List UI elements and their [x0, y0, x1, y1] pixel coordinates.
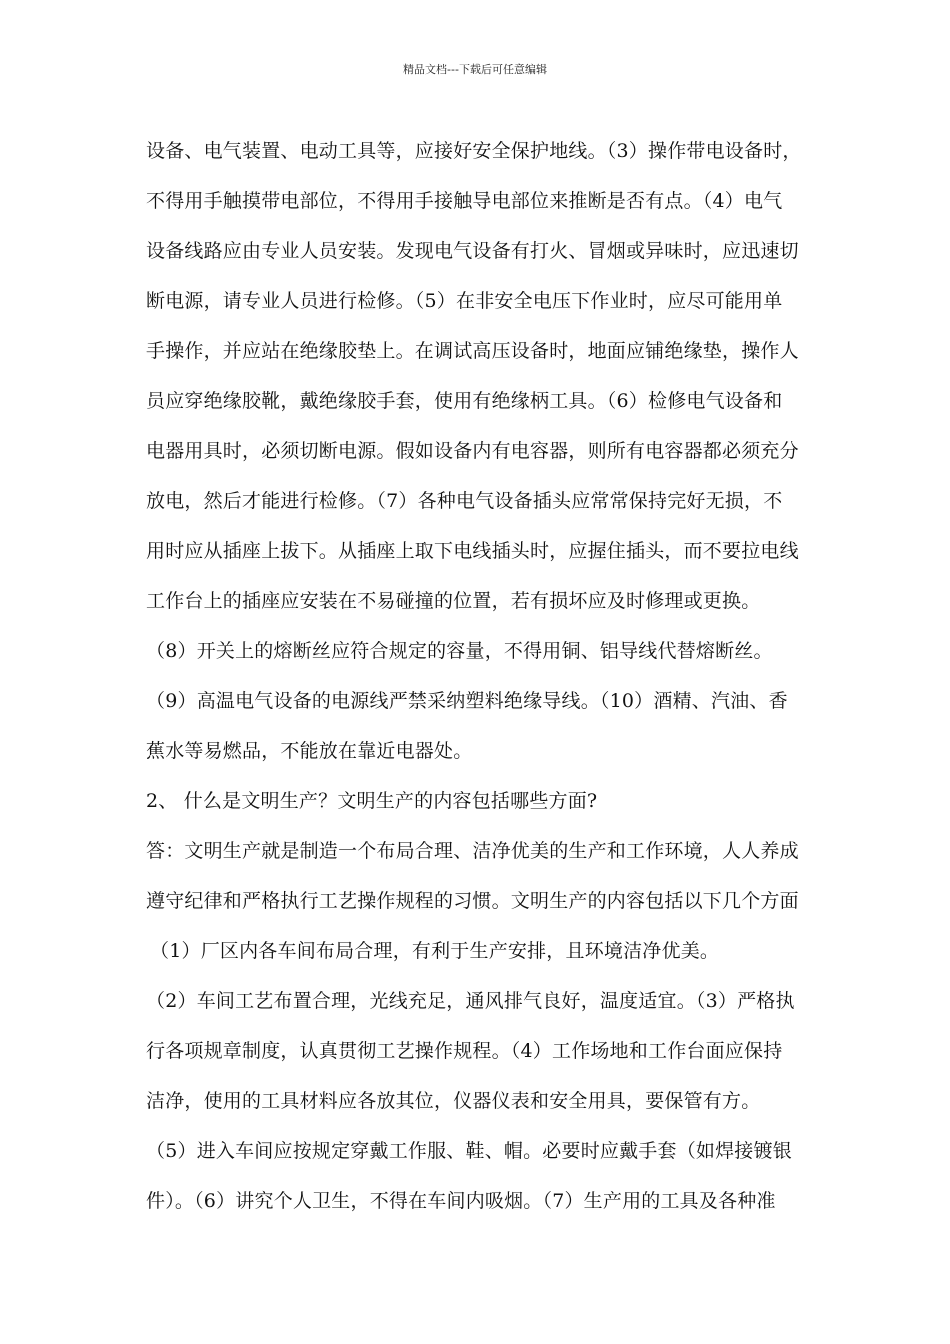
- text-line: 放电，然后才能进行检修。（7）各种电气设备插头应常常保持完好无损，不: [146, 490, 783, 512]
- document-body: [146, 134, 814, 1234]
- text-line: 设备、电气装置、电动工具等，应接好安全保护地线。（3）操作带电设备时，: [146, 140, 802, 162]
- text-line: 不得用手触摸带电部位，不得用手接触导电部位来推断是否有点。（4）电气: [146, 190, 783, 212]
- text-line: 设备线路应由专业人员安装。发现电气设备有打火、冒烟或异味时，应迅速切: [146, 240, 799, 262]
- text-line: 用时应从插座上拔下。从插座上取下电线插头时，应握住插头，而不要拉电线: [146, 540, 799, 562]
- text-line: 断电源，请专业人员进行检修。（5）在非安全电压下作业时，应尽可能用单: [146, 290, 783, 312]
- text-line: 手操作，并应站在绝缘胶垫上。在调试高压设备时，地面应铺绝缘垫，操作人: [146, 340, 799, 362]
- text-line: （1）厂区内各车间布局合理，有利于生产安排，且环境洁净优美。: [150, 940, 720, 962]
- text-line: （5）进入车间应按规定穿戴工作服、鞋、帽。必要时应戴手套（如焊接镀银: [146, 1140, 792, 1162]
- text-line: 洁净，使用的工具材料应各放其位，仪器仪表和安全用具，要保管有方。: [146, 1090, 761, 1112]
- question-heading: 2、 什么是文明生产？文明生产的内容包括哪些方面?: [146, 790, 598, 812]
- text-line: （2）车间工艺布置合理，光线充足，通风排气良好，温度适宜。（3）严格执: [146, 990, 795, 1012]
- text-line: 蕉水等易燃品，不能放在靠近电器处。: [146, 740, 473, 762]
- text-line: 员应穿绝缘胶靴，戴绝缘胶手套，使用有绝缘柄工具。（6）检修电气设备和: [146, 390, 783, 412]
- text-line: 工作台上的插座应安装在不易碰撞的位置，若有损坏应及时修理或更换。: [146, 590, 761, 612]
- text-line: （8）开关上的熔断丝应符合规定的容量，不得用铜、铝导线代替熔断丝。: [146, 640, 773, 662]
- text-line: 行各项规章制度，认真贯彻工艺操作规程。（4）工作场地和工作台面应保持: [146, 1040, 783, 1062]
- page-header: 精品文档---下载后可任意编辑: [403, 63, 547, 76]
- text-line: （9）高温电气设备的电源线严禁采纳塑料绝缘导线。（10）酒精、汽油、香: [146, 690, 788, 712]
- answer-line: 答：文明生产就是制造一个布局合理、洁净优美的生产和工作环境，人人养成: [146, 840, 799, 862]
- text-line: 电器用具时，必须切断电源。假如设备内有电容器，则所有电容器都必须充分: [146, 440, 799, 462]
- text-line: 件）。（6）讲究个人卫生，不得在车间内吸烟。（7）生产用的工具及各种准: [146, 1190, 776, 1212]
- text-line: 遵守纪律和严格执行工艺操作规程的习惯。文明生产的内容包括以下几个方面: [146, 890, 799, 912]
